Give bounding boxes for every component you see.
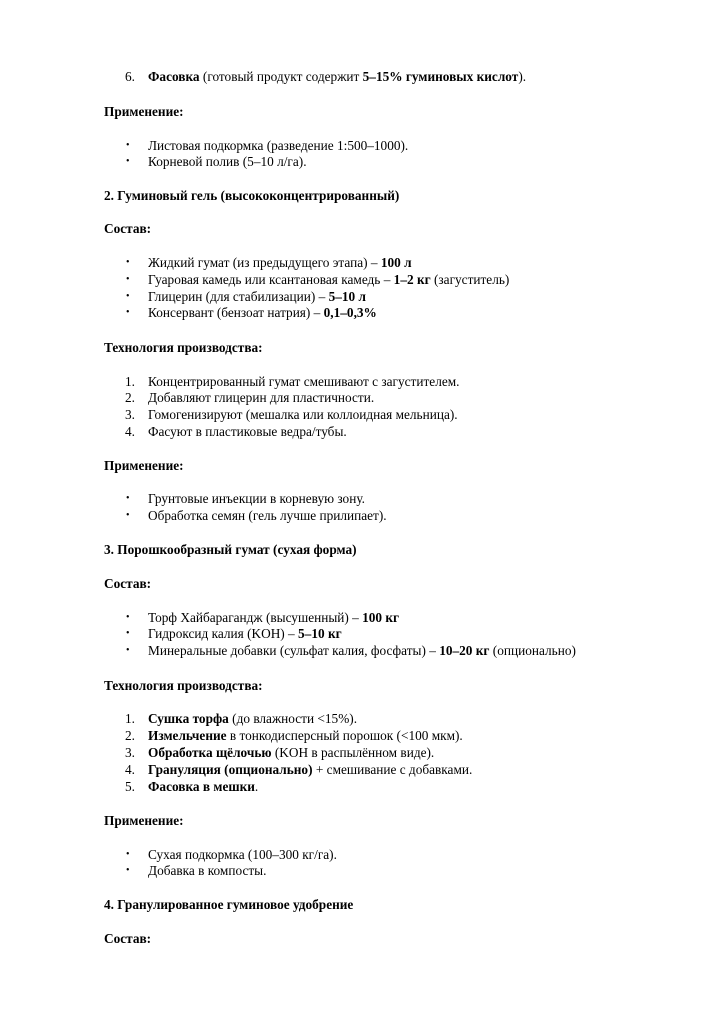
- bullet: •: [126, 156, 130, 167]
- section-title: 2. Гуминовый гель (высококонцентрированный): [104, 188, 400, 203]
- subsection-heading: Состав:: [104, 931, 152, 946]
- subsection-heading: Технология производства:: [104, 340, 263, 355]
- bullet: •: [126, 645, 130, 656]
- bullet: •: [126, 307, 130, 318]
- bullet: •: [126, 140, 130, 151]
- subsection-heading: Применение:: [104, 813, 184, 828]
- section-title: 3. Порошкообразный гумат (сухая форма): [104, 542, 357, 557]
- bullet: •: [126, 865, 130, 876]
- subsection-heading: Состав:: [104, 576, 152, 591]
- subsection-heading: Технология производства:: [104, 678, 263, 693]
- section-title: 4. Гранулированное гуминовое удобрение: [104, 897, 354, 912]
- section-heading: Применение:: [104, 104, 184, 119]
- bullet: •: [126, 628, 130, 639]
- bullet: •: [126, 291, 130, 302]
- document-page: 6. Фасовка (готовый продукт содержит 5–15% гуминовых кислот). Применение: • Листовая подкормка (разведение 1:500–1000). • Корневой полив (5–10 л/га). 2. Гуминовый гель (высококонцентрированный) Состав: • Жидкий гумат (из предыдущего этапа) – 100 л • Гуаровая камедь или ксантановая камедь – 1–2 кг (загуститель) • Глицерин (для стабилизации) – 5–10 л • Консервант (бензоат натрия) – 0,1–0,3% Технология производства: 1. Концентрированный гумат смешивают с загустителем. 2. Добавляют глицерин для пластичности. 3. Гомогенизируют (мешалка или коллоидная мельница). 4. Фасуют в пластиковые ведра/тубы. Применение: • Грунтовые инъекции в корневую зону. • Обработка семян (гель лучше прилипает). 3. Порошкообразный гумат (сухая форма) Состав: • Торф Хайбарагандж (высушенный) – 100 кг • Гидроксид калия (KOH) – 5–10 кг • Минеральные добавки (сульфат калия, фосфаты) – 10–20 кг (опционально) Технология производства: 1. Сушка торфа (до влажности <15%). 2. Измельчение в тонкодисперсный порошок (<100 мкм). 3. Обработка щёлочью (KOH в распылённом виде). 4. Грануляция (опционально) + смешивание с добавками. 5. Фасовка в мешки. Применение: • Сухая подкормка (100–300 кг/га). • Добавка в компосты. 4. Гранулированное гуминовое удобрение Состав:: [104, 69, 576, 946]
- subsection-heading: Состав:: [104, 221, 152, 236]
- subsection-heading: Применение:: [104, 458, 184, 473]
- list-text: Фасовка (готовый продукт содержит 5–15% гуминовых кислот).: [148, 69, 527, 84]
- bullet: •: [126, 493, 130, 504]
- bullet: •: [126, 274, 130, 285]
- list-number: 6.: [125, 69, 135, 84]
- bullet: •: [126, 510, 130, 521]
- bullet: •: [126, 849, 130, 860]
- bullet: •: [126, 257, 130, 268]
- bullet: •: [126, 612, 130, 623]
